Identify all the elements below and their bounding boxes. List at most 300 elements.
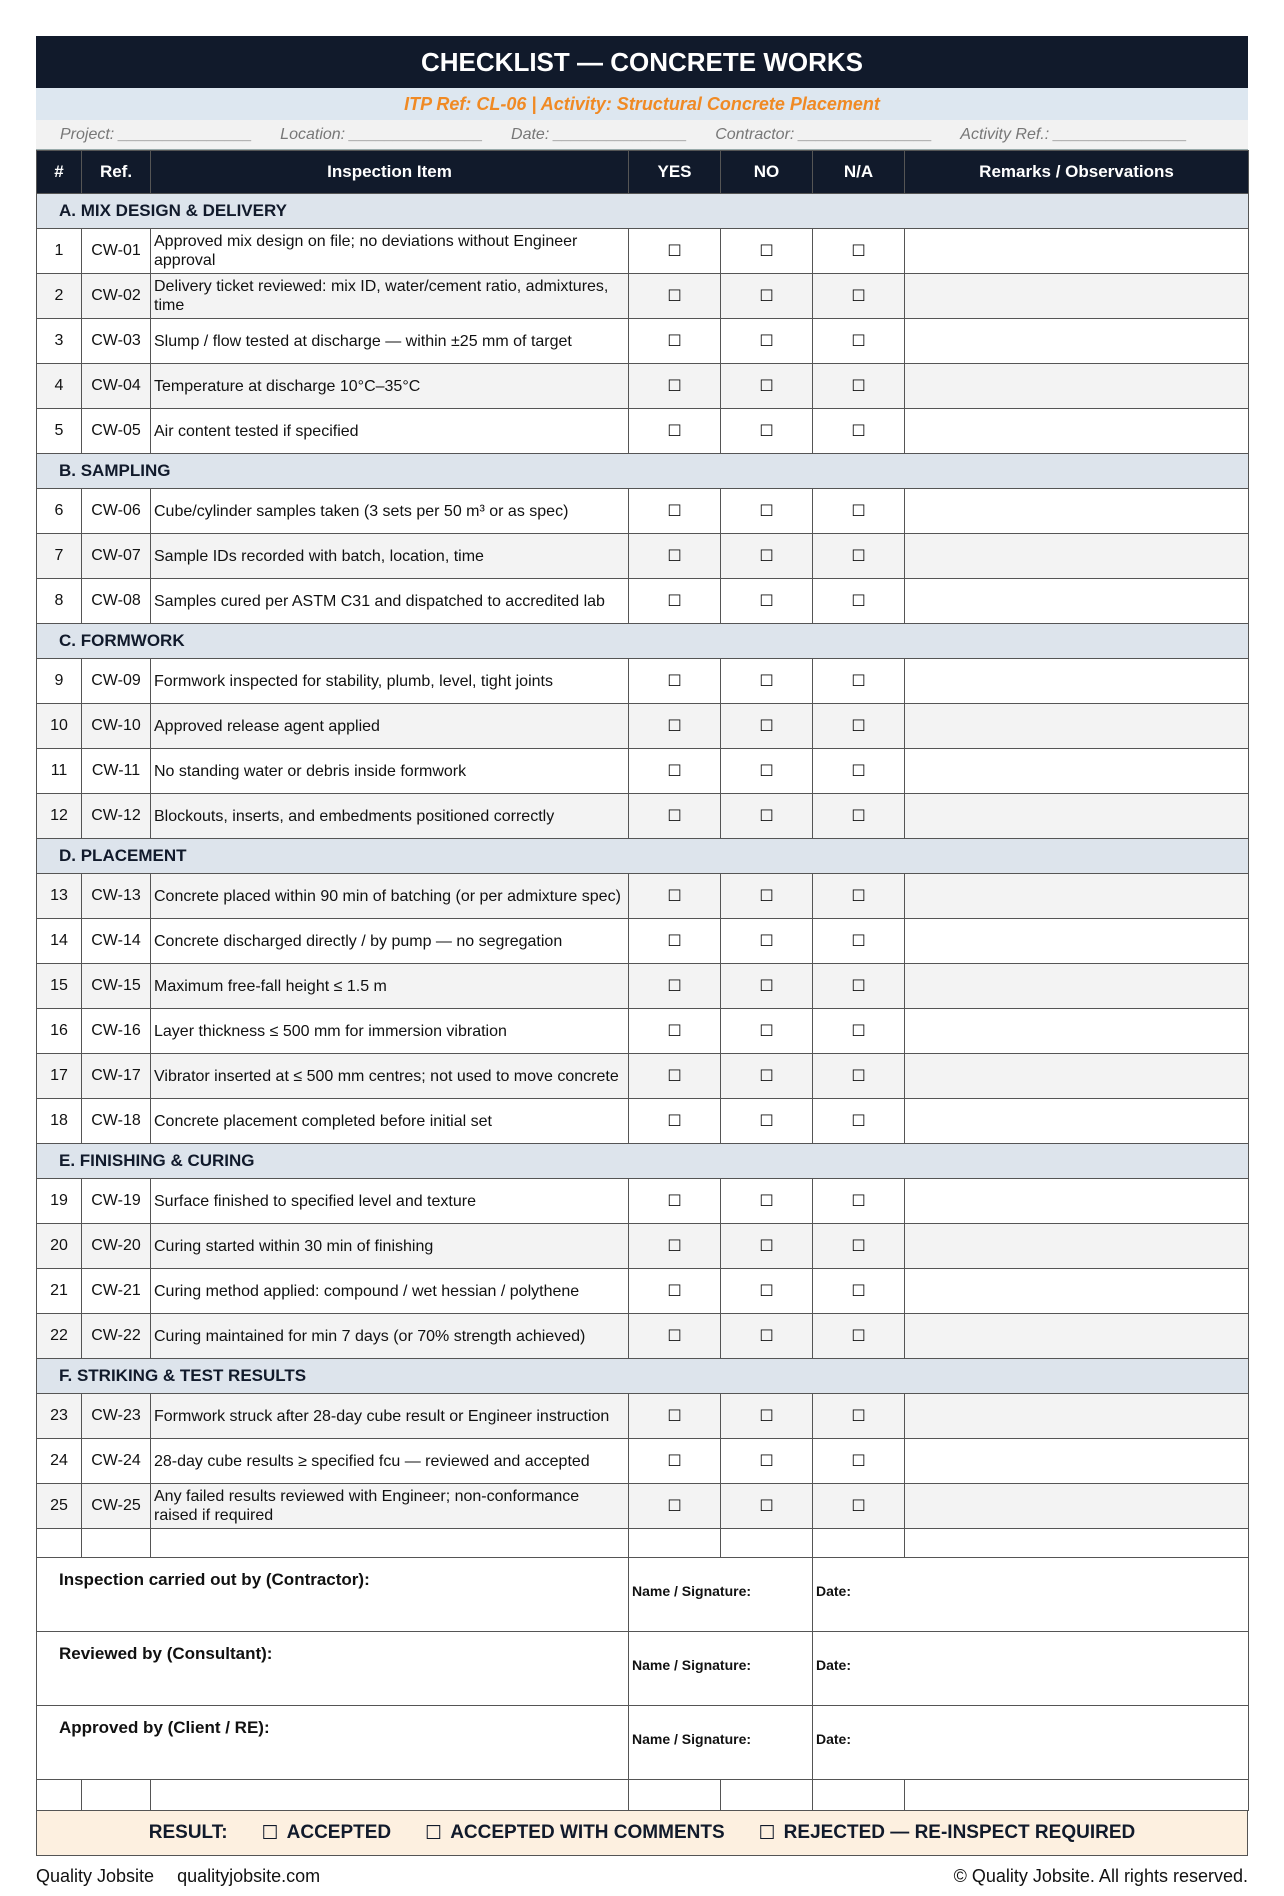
item-description: Concrete placement completed before initial set	[151, 1099, 629, 1144]
na-checkbox[interactable]	[813, 1394, 905, 1439]
checkbox-icon[interactable]: ☐	[758, 1822, 776, 1844]
yes-checkbox[interactable]	[629, 579, 721, 624]
checkbox-icon[interactable]: ☐	[667, 808, 682, 825]
signoff-role: Reviewed by (Consultant):	[37, 1632, 629, 1706]
yes-checkbox[interactable]	[629, 534, 721, 579]
item-number: 19	[37, 1179, 82, 1224]
col-header-no: NO	[721, 151, 813, 194]
yes-checkbox[interactable]	[629, 489, 721, 534]
na-checkbox[interactable]	[813, 1179, 905, 1224]
signoff-row	[37, 1558, 1249, 1632]
checkbox-icon[interactable]: ☐	[667, 718, 682, 735]
checkbox-icon[interactable]: ☐	[759, 1193, 774, 1210]
na-checkbox[interactable]	[813, 964, 905, 1009]
name-signature-field[interactable]: Name / Signature:	[629, 1558, 813, 1632]
remarks-cell[interactable]	[905, 659, 1249, 704]
item-number: 13	[37, 874, 82, 919]
item-ref: CW-13	[82, 874, 151, 919]
no-checkbox[interactable]	[721, 1179, 813, 1224]
table-row	[37, 1054, 1249, 1099]
table-row	[37, 874, 1249, 919]
checkbox-icon[interactable]: ☐	[851, 1193, 866, 1210]
no-checkbox[interactable]	[721, 1314, 813, 1359]
yes-checkbox[interactable]	[629, 1054, 721, 1099]
item-description: Any failed results reviewed with Engineer; non-conformance raised if required	[151, 1484, 629, 1529]
item-number: 24	[37, 1439, 82, 1484]
item-description: Concrete discharged directly / by pump — no segregation	[151, 919, 629, 964]
section-row	[37, 839, 1249, 874]
na-checkbox[interactable]	[813, 704, 905, 749]
checkbox-icon[interactable]: ☐	[759, 673, 774, 690]
yes-checkbox[interactable]	[629, 1179, 721, 1224]
remarks-cell[interactable]	[905, 364, 1249, 409]
yes-checkbox[interactable]	[629, 659, 721, 704]
item-number: 6	[37, 489, 82, 534]
checkbox-icon[interactable]: ☐	[759, 978, 774, 995]
table-row	[37, 919, 1249, 964]
checkbox-icon[interactable]: ☐	[851, 1498, 866, 1515]
checkbox-icon[interactable]: ☐	[667, 288, 682, 305]
yes-checkbox[interactable]	[629, 274, 721, 319]
remarks-cell[interactable]	[905, 1439, 1249, 1484]
no-checkbox[interactable]	[721, 364, 813, 409]
checkbox-icon[interactable]: ☐	[759, 718, 774, 735]
no-checkbox[interactable]	[721, 274, 813, 319]
item-description: Sample IDs recorded with batch, location, time	[151, 534, 629, 579]
item-ref: CW-16	[82, 1009, 151, 1054]
no-checkbox[interactable]	[721, 749, 813, 794]
remarks-cell[interactable]	[905, 319, 1249, 364]
checkbox-icon[interactable]: ☐	[759, 1238, 774, 1255]
yes-checkbox[interactable]	[629, 364, 721, 409]
table-row	[37, 319, 1249, 364]
checkbox-icon[interactable]: ☐	[851, 1113, 866, 1130]
checkbox-icon[interactable]: ☐	[667, 1113, 682, 1130]
remarks-cell[interactable]	[905, 534, 1249, 579]
checkbox-icon[interactable]: ☐	[759, 503, 774, 520]
checkbox-icon[interactable]: ☐	[667, 243, 682, 260]
table-header-row	[37, 151, 1249, 194]
remarks-cell[interactable]	[905, 794, 1249, 839]
remarks-cell[interactable]	[905, 874, 1249, 919]
checkbox-icon[interactable]: ☐	[425, 1822, 443, 1844]
na-checkbox[interactable]	[813, 364, 905, 409]
remarks-cell[interactable]	[905, 749, 1249, 794]
checkbox-icon[interactable]: ☐	[851, 888, 866, 905]
item-ref: CW-24	[82, 1439, 151, 1484]
remarks-cell[interactable]	[905, 1484, 1249, 1529]
blank-spacer-row	[36, 1779, 1249, 1811]
checkbox-icon[interactable]: ☐	[851, 718, 866, 735]
item-description: Curing started within 30 min of finishing	[151, 1224, 629, 1269]
section-row	[37, 624, 1249, 659]
item-number: 25	[37, 1484, 82, 1529]
remarks-cell[interactable]	[905, 1269, 1249, 1314]
item-ref: CW-01	[82, 229, 151, 274]
section-row	[37, 194, 1249, 229]
checkbox-icon[interactable]: ☐	[759, 933, 774, 950]
item-description: Air content tested if specified	[151, 409, 629, 454]
checkbox-icon[interactable]: ☐	[759, 423, 774, 440]
col-header-number: #	[37, 151, 82, 194]
signoff-row	[37, 1632, 1249, 1706]
result-accepted-option[interactable]	[262, 1822, 392, 1845]
checkbox-icon[interactable]: ☐	[667, 1068, 682, 1085]
checkbox-icon[interactable]: ☐	[667, 378, 682, 395]
item-number: 16	[37, 1009, 82, 1054]
checkbox-icon[interactable]: ☐	[759, 1498, 774, 1515]
contractor-field[interactable]: Contractor: _______________	[715, 125, 933, 143]
checkbox-icon[interactable]: ☐	[759, 1068, 774, 1085]
checkbox-icon[interactable]: ☐	[759, 288, 774, 305]
no-checkbox[interactable]	[721, 1099, 813, 1144]
item-number: 5	[37, 409, 82, 454]
item-description: Formwork inspected for stability, plumb, level, tight joints	[151, 659, 629, 704]
checkbox-icon[interactable]: ☐	[759, 548, 774, 565]
no-checkbox[interactable]	[721, 229, 813, 274]
table-row	[37, 274, 1249, 319]
no-checkbox[interactable]	[721, 964, 813, 1009]
checkbox-icon[interactable]: ☐	[851, 1408, 866, 1425]
item-number: 7	[37, 534, 82, 579]
footer-site-link[interactable]: qualityjobsite.com	[177, 1866, 321, 1886]
item-ref: CW-08	[82, 579, 151, 624]
yes-checkbox[interactable]	[629, 1224, 721, 1269]
checkbox-icon[interactable]: ☐	[667, 423, 682, 440]
no-checkbox[interactable]	[721, 409, 813, 454]
checkbox-icon[interactable]: ☐	[759, 1328, 774, 1345]
no-checkbox[interactable]	[721, 919, 813, 964]
na-checkbox[interactable]	[813, 1269, 905, 1314]
remarks-cell[interactable]	[905, 1314, 1249, 1359]
checkbox-icon[interactable]: ☐	[667, 1498, 682, 1515]
item-ref: CW-03	[82, 319, 151, 364]
date-field[interactable]: Date:	[813, 1632, 1249, 1706]
checkbox-icon[interactable]: ☐	[851, 808, 866, 825]
yes-checkbox[interactable]	[629, 229, 721, 274]
remarks-cell[interactable]	[905, 1009, 1249, 1054]
yes-checkbox[interactable]	[629, 1439, 721, 1484]
table-row	[37, 794, 1249, 839]
no-checkbox[interactable]	[721, 489, 813, 534]
na-checkbox[interactable]	[813, 1224, 905, 1269]
yes-checkbox[interactable]	[629, 794, 721, 839]
result-accepted-label: ACCEPTED	[286, 1822, 392, 1843]
item-number: 2	[37, 274, 82, 319]
checkbox-icon[interactable]: ☐	[759, 808, 774, 825]
yes-checkbox[interactable]	[629, 919, 721, 964]
checkbox-icon[interactable]: ☐	[667, 673, 682, 690]
remarks-cell[interactable]	[905, 409, 1249, 454]
checkbox-icon[interactable]: ☐	[759, 243, 774, 260]
section-title: B. SAMPLING	[37, 454, 1249, 489]
name-signature-field[interactable]: Name / Signature:	[629, 1632, 813, 1706]
remarks-cell[interactable]	[905, 229, 1249, 274]
item-description: Curing maintained for min 7 days (or 70% strength achieved)	[151, 1314, 629, 1359]
checkbox-icon[interactable]: ☐	[667, 888, 682, 905]
section-title: E. FINISHING & CURING	[37, 1144, 1249, 1179]
no-checkbox[interactable]	[721, 1269, 813, 1314]
no-checkbox[interactable]	[721, 1224, 813, 1269]
project-field[interactable]: Project: _______________	[60, 125, 253, 143]
checkbox-icon[interactable]: ☐	[851, 333, 866, 350]
remarks-cell[interactable]	[905, 1179, 1249, 1224]
yes-checkbox[interactable]	[629, 1269, 721, 1314]
footer-copyright: © Quality Jobsite. All rights reserved.	[953, 1866, 1248, 1886]
remarks-cell[interactable]	[905, 489, 1249, 534]
item-ref: CW-11	[82, 749, 151, 794]
table-row	[37, 1314, 1249, 1359]
no-checkbox[interactable]	[721, 1009, 813, 1054]
item-ref: CW-17	[82, 1054, 151, 1099]
checkbox-icon[interactable]: ☐	[667, 548, 682, 565]
checklist-title: CHECKLIST — CONCRETE WORKS	[36, 36, 1248, 88]
yes-checkbox[interactable]	[629, 409, 721, 454]
checkbox-icon[interactable]: ☐	[851, 243, 866, 260]
item-number: 15	[37, 964, 82, 1009]
checkbox-icon[interactable]: ☐	[851, 548, 866, 565]
item-number: 10	[37, 704, 82, 749]
checkbox-icon[interactable]: ☐	[759, 593, 774, 610]
no-checkbox[interactable]	[721, 1054, 813, 1099]
date-field[interactable]: Date:	[813, 1706, 1249, 1780]
section-row	[37, 454, 1249, 489]
no-checkbox[interactable]	[721, 659, 813, 704]
item-number: 3	[37, 319, 82, 364]
blank-row	[37, 1529, 1249, 1558]
inspection-table	[36, 150, 1249, 1558]
item-number: 8	[37, 579, 82, 624]
na-checkbox[interactable]	[813, 229, 905, 274]
yes-checkbox[interactable]	[629, 704, 721, 749]
na-checkbox[interactable]	[813, 749, 905, 794]
checkbox-icon[interactable]: ☐	[667, 1193, 682, 1210]
table-row	[37, 1009, 1249, 1054]
signoff-role: Approved by (Client / RE):	[37, 1706, 629, 1780]
checkbox-icon[interactable]: ☐	[667, 933, 682, 950]
remarks-cell[interactable]	[905, 704, 1249, 749]
table-row	[37, 964, 1249, 1009]
yes-checkbox[interactable]	[629, 964, 721, 1009]
yes-checkbox[interactable]	[629, 1394, 721, 1439]
na-checkbox[interactable]	[813, 1439, 905, 1484]
na-checkbox[interactable]	[813, 319, 905, 364]
checkbox-icon[interactable]: ☐	[667, 333, 682, 350]
item-ref: CW-10	[82, 704, 151, 749]
item-description: Formwork struck after 28-day cube result or Engineer instruction	[151, 1394, 629, 1439]
checkbox-icon[interactable]: ☐	[851, 1238, 866, 1255]
checkbox-icon[interactable]: ☐	[759, 1023, 774, 1040]
yes-checkbox[interactable]	[629, 874, 721, 919]
item-ref: CW-02	[82, 274, 151, 319]
checkbox-icon[interactable]: ☐	[851, 1453, 866, 1470]
item-ref: CW-12	[82, 794, 151, 839]
table-row	[37, 409, 1249, 454]
item-description: Blockouts, inserts, and embedments positioned correctly	[151, 794, 629, 839]
table-row	[37, 1394, 1249, 1439]
table-row	[37, 1179, 1249, 1224]
item-description: Temperature at discharge 10°C–35°C	[151, 364, 629, 409]
col-header-remarks: Remarks / Observations	[905, 151, 1249, 194]
no-checkbox[interactable]	[721, 1484, 813, 1529]
na-checkbox[interactable]	[813, 409, 905, 454]
checkbox-icon[interactable]: ☐	[667, 978, 682, 995]
remarks-cell[interactable]	[905, 919, 1249, 964]
checkbox-icon[interactable]: ☐	[851, 1068, 866, 1085]
checkbox-icon[interactable]: ☐	[851, 1023, 866, 1040]
checkbox-icon[interactable]: ☐	[667, 593, 682, 610]
yes-checkbox[interactable]	[629, 1009, 721, 1054]
table-body	[37, 194, 1249, 1558]
no-checkbox[interactable]	[721, 319, 813, 364]
yes-checkbox[interactable]	[629, 749, 721, 794]
no-checkbox[interactable]	[721, 1439, 813, 1484]
item-number: 21	[37, 1269, 82, 1314]
location-field[interactable]: Location: _______________	[280, 125, 484, 143]
checkbox-icon[interactable]: ☐	[667, 1408, 682, 1425]
na-checkbox[interactable]	[813, 1054, 905, 1099]
checkbox-icon[interactable]: ☐	[759, 378, 774, 395]
checkbox-icon[interactable]: ☐	[851, 423, 866, 440]
checkbox-icon[interactable]: ☐	[851, 673, 866, 690]
item-description: No standing water or debris inside formwork	[151, 749, 629, 794]
yes-checkbox[interactable]	[629, 1314, 721, 1359]
remarks-cell[interactable]	[905, 1054, 1249, 1099]
item-ref: CW-14	[82, 919, 151, 964]
yes-checkbox[interactable]	[629, 1484, 721, 1529]
checkbox-icon[interactable]: ☐	[759, 1283, 774, 1300]
na-checkbox[interactable]	[813, 534, 905, 579]
item-number: 23	[37, 1394, 82, 1439]
checkbox-icon[interactable]: ☐	[851, 593, 866, 610]
result-rejected-option[interactable]	[759, 1822, 1136, 1845]
checkbox-icon[interactable]: ☐	[667, 763, 682, 780]
table-row	[37, 1439, 1249, 1484]
na-checkbox[interactable]	[813, 659, 905, 704]
signoff-role: Inspection carried out by (Contractor):	[37, 1558, 629, 1632]
no-checkbox[interactable]	[721, 874, 813, 919]
remarks-cell[interactable]	[905, 964, 1249, 1009]
na-checkbox[interactable]	[813, 1484, 905, 1529]
item-ref: CW-19	[82, 1179, 151, 1224]
result-accepted-with-comments-option[interactable]	[425, 1822, 724, 1845]
table-row	[37, 749, 1249, 794]
item-number: 9	[37, 659, 82, 704]
item-ref: CW-05	[82, 409, 151, 454]
checkbox-icon[interactable]: ☐	[667, 1238, 682, 1255]
item-description: Maximum free-fall height ≤ 1.5 m	[151, 964, 629, 1009]
na-checkbox[interactable]	[813, 794, 905, 839]
item-number: 18	[37, 1099, 82, 1144]
item-description: Surface finished to specified level and texture	[151, 1179, 629, 1224]
item-description: Layer thickness ≤ 500 mm for immersion vibration	[151, 1009, 629, 1054]
yes-checkbox[interactable]	[629, 1099, 721, 1144]
remarks-cell[interactable]	[905, 579, 1249, 624]
signoff-row	[37, 1706, 1249, 1780]
checkbox-icon[interactable]: ☐	[261, 1822, 279, 1844]
name-signature-field[interactable]: Name / Signature:	[629, 1706, 813, 1780]
remarks-cell[interactable]	[905, 274, 1249, 319]
checkbox-icon[interactable]: ☐	[759, 763, 774, 780]
no-checkbox[interactable]	[721, 704, 813, 749]
no-checkbox[interactable]	[721, 794, 813, 839]
na-checkbox[interactable]	[813, 489, 905, 534]
col-header-ref: Ref.	[82, 151, 151, 194]
checkbox-icon[interactable]: ☐	[851, 1328, 866, 1345]
no-checkbox[interactable]	[721, 534, 813, 579]
item-ref: CW-07	[82, 534, 151, 579]
checkbox-icon[interactable]: ☐	[667, 1453, 682, 1470]
table-row	[37, 364, 1249, 409]
yes-checkbox[interactable]	[629, 319, 721, 364]
na-checkbox[interactable]	[813, 1314, 905, 1359]
checkbox-icon[interactable]: ☐	[759, 333, 774, 350]
signoff-table	[36, 1557, 1249, 1780]
date-field[interactable]: Date: _______________	[511, 125, 688, 143]
checkbox-icon[interactable]: ☐	[759, 1113, 774, 1130]
checkbox-icon[interactable]: ☐	[759, 1453, 774, 1470]
item-description: Concrete placed within 90 min of batching (or per admixture spec)	[151, 874, 629, 919]
na-checkbox[interactable]	[813, 874, 905, 919]
checkbox-icon[interactable]: ☐	[851, 933, 866, 950]
table-row	[37, 229, 1249, 274]
section-title: D. PLACEMENT	[37, 839, 1249, 874]
signoff-body	[37, 1558, 1249, 1780]
item-ref: CW-20	[82, 1224, 151, 1269]
na-checkbox[interactable]	[813, 1009, 905, 1054]
checkbox-icon[interactable]: ☐	[851, 763, 866, 780]
date-field[interactable]: Date:	[813, 1558, 1249, 1632]
item-description: Curing method applied: compound / wet hessian / polythene	[151, 1269, 629, 1314]
checkbox-icon[interactable]: ☐	[667, 1023, 682, 1040]
checkbox-icon[interactable]: ☐	[851, 978, 866, 995]
no-checkbox[interactable]	[721, 579, 813, 624]
checkbox-icon[interactable]: ☐	[759, 1408, 774, 1425]
checklist-sheet	[36, 36, 1248, 1856]
checkbox-icon[interactable]: ☐	[851, 1283, 866, 1300]
itp-reference: ITP Ref: CL-06 | Activity: Structural Concrete Placement	[36, 88, 1248, 120]
remarks-cell[interactable]	[905, 1394, 1249, 1439]
table-row	[37, 704, 1249, 749]
result-bar	[36, 1811, 1248, 1856]
checkbox-icon[interactable]: ☐	[759, 888, 774, 905]
table-row	[37, 1269, 1249, 1314]
na-checkbox[interactable]	[813, 1099, 905, 1144]
activity-ref-field[interactable]: Activity Ref.: _______________	[960, 125, 1188, 143]
checkbox-icon[interactable]: ☐	[667, 1328, 682, 1345]
section-title: A. MIX DESIGN & DELIVERY	[37, 194, 1249, 229]
item-number: 22	[37, 1314, 82, 1359]
item-number: 17	[37, 1054, 82, 1099]
checkbox-icon[interactable]: ☐	[667, 503, 682, 520]
col-header-na: N/A	[813, 151, 905, 194]
checkbox-icon[interactable]: ☐	[851, 288, 866, 305]
remarks-cell[interactable]	[905, 1224, 1249, 1269]
item-ref: CW-22	[82, 1314, 151, 1359]
na-checkbox[interactable]	[813, 919, 905, 964]
na-checkbox[interactable]	[813, 274, 905, 319]
item-description: Approved release agent applied	[151, 704, 629, 749]
item-ref: CW-15	[82, 964, 151, 1009]
result-rejected-label: REJECTED — RE-INSPECT REQUIRED	[783, 1822, 1136, 1843]
na-checkbox[interactable]	[813, 579, 905, 624]
checkbox-icon[interactable]: ☐	[851, 503, 866, 520]
remarks-cell[interactable]	[905, 1099, 1249, 1144]
checkbox-icon[interactable]: ☐	[851, 378, 866, 395]
checkbox-icon[interactable]: ☐	[667, 1283, 682, 1300]
item-ref: CW-06	[82, 489, 151, 534]
no-checkbox[interactable]	[721, 1394, 813, 1439]
